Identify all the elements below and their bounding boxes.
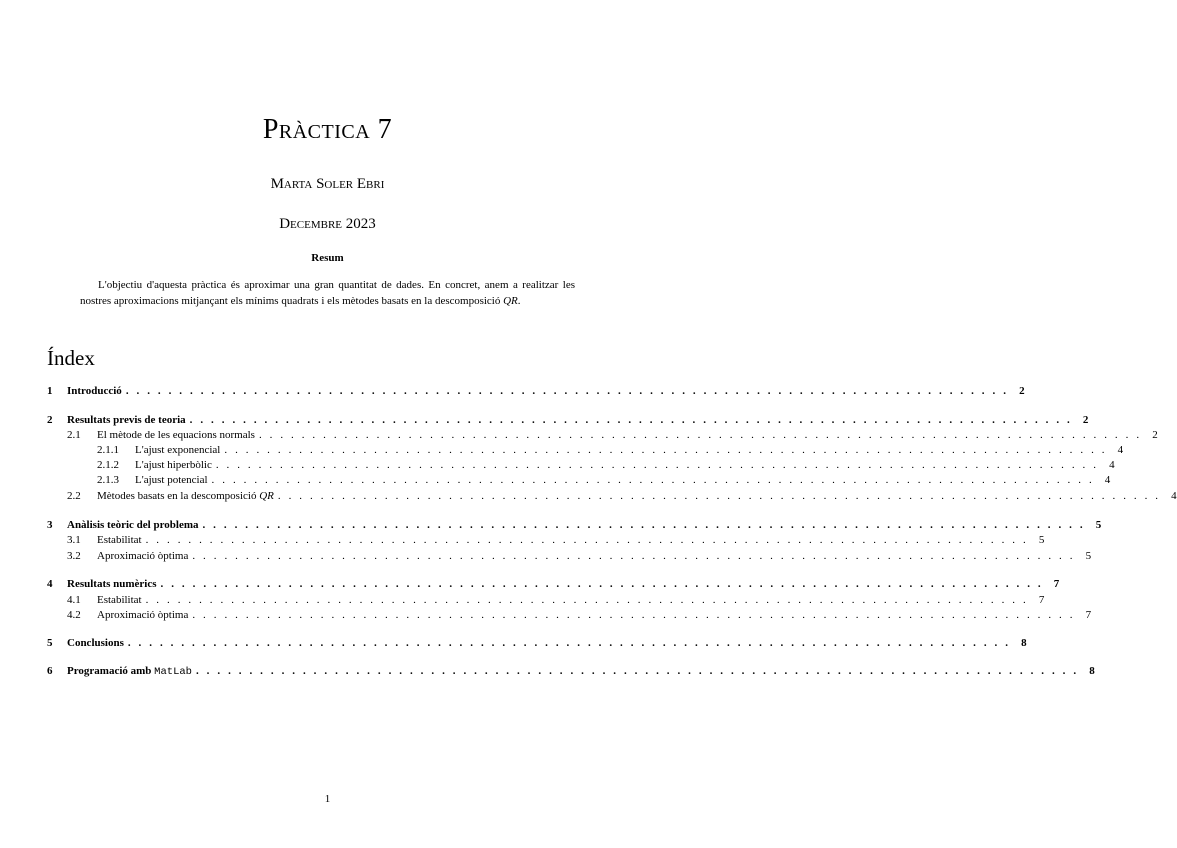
toc-label: L'ajust potencial [135, 474, 208, 486]
toc-label: Aproximació òptima [97, 550, 189, 562]
toc-number: 3 [47, 519, 53, 531]
toc-number: 4 [47, 578, 53, 590]
toc-page: 4 [1117, 444, 1124, 456]
toc-leader-dots: . . . . . . . . . . . . . . . . . . . . . . . . . . . . . . . . . . . . . . . . . . . . . . . . . . . . . . . . . . . . . . . . . . . . . . . . . . . . . . . . . . . [215, 459, 1099, 471]
toc-label: Resultats previs de teoria [67, 414, 186, 426]
toc-leader-dots: . . . . . . . . . . . . . . . . . . . . . . . . . . . . . . . . . . . . . . . . . . . . . . . . . . . . . . . . . . . . . . . . . . . . . . . . . . . . . . . . . . . [145, 534, 1029, 546]
toc-entry-metodes-qr[interactable] [47, 489, 1177, 504]
toc-label: Estabilitat [97, 534, 142, 546]
toc-page: 5 [1095, 519, 1102, 531]
toc-entry-ajust-hiperbolic[interactable] [47, 458, 1115, 473]
toc-label: Anàlisis teòric del problema [67, 519, 199, 531]
toc-label-text: Programació amb [67, 665, 155, 677]
toc-leader-dots: . . . . . . . . . . . . . . . . . . . . . . . . . . . . . . . . . . . . . . . . . . . . . . . . . . . . . . . . . . . . . . . . . . . . . . . . . . . . . . . . . . . [127, 637, 1011, 649]
toc-entry-aproximacio-4[interactable] [47, 608, 1092, 623]
toc-entry-estabilitat-4[interactable] [47, 593, 1045, 608]
abstract-main: L'objectiu d'aquesta pràctica és aproximar una gran quantitat de dades. En concret, anem a realitzar les nostres aproximacions mitjançant els mínims quadrats i els mètodes basats en la descomposició [80, 279, 575, 307]
toc-leader-dots: . . . . . . . . . . . . . . . . . . . . . . . . . . . . . . . . . . . . . . . . . . . . . . . . . . . . . . . . . . . . . . . . . . . . . . . . . . . . . . . . . . . [258, 429, 1142, 441]
toc-label: Aproximació òptima [97, 609, 189, 621]
toc-page: 4 [1104, 474, 1111, 486]
toc-label [67, 664, 192, 680]
toc-page: 4 [1109, 459, 1115, 471]
toc-page: 7 [1038, 594, 1045, 606]
toc-number: 1 [47, 385, 53, 397]
toc-label: L'ajust exponencial [135, 444, 221, 456]
toc-page: 2 [1082, 414, 1089, 426]
toc-leader-dots: . . . . . . . . . . . . . . . . . . . . . . . . . . . . . . . . . . . . . . . . . . . . . . . . . . . . . . . . . . . . . . . . . . . . . . . . . . . . . . . . . . . [202, 519, 1086, 531]
document-author: Marta Soler Ebri [270, 176, 385, 192]
toc-page: 2 [1152, 429, 1158, 441]
toc-leader-dots: . . . . . . . . . . . . . . . . . . . . . . . . . . . . . . . . . . . . . . . . . . . . . . . . . . . . . . . . . . . . . . . . . . . . . . . . . . . . . . . . . . . [160, 578, 1044, 590]
toc-entry-resultats-previs[interactable] [47, 413, 1089, 428]
toc-leader-dots: . . . . . . . . . . . . . . . . . . . . . . . . . . . . . . . . . . . . . . . . . . . . . . . . . . . . . . . . . . . . . . . . . . . . . . . . . . . . . . . . . . . [145, 594, 1029, 606]
toc-label: Introducció [67, 385, 122, 397]
document-date: Decembre 2023 [279, 216, 376, 232]
toc-label: L'ajust hiperbòlic [135, 459, 212, 471]
toc-label-math: QR [259, 490, 274, 502]
toc-entry-analisis-teoric[interactable] [47, 518, 1102, 533]
toc-leader-dots: . . . . . . . . . . . . . . . . . . . . . . . . . . . . . . . . . . . . . . . . . . . . . . . . . . . . . . . . . . . . . . . . . . . . . . . . . . . . . . . . . . . [211, 474, 1095, 486]
toc-number: 2.1 [67, 429, 81, 441]
toc-page: 7 [1085, 609, 1092, 621]
toc-number: 3.1 [67, 534, 81, 546]
toc-label: Estabilitat [97, 594, 142, 606]
toc-entry-resultats-numerics[interactable] [47, 577, 1060, 592]
toc-label: El mètode de les equacions normals [97, 429, 255, 441]
toc-page: 2 [1019, 385, 1025, 397]
toc-number: 4.2 [67, 609, 81, 621]
toc-heading: Índex [47, 346, 95, 370]
toc-entry-conclusions[interactable] [47, 636, 1027, 651]
toc-label: Conclusions [67, 637, 124, 649]
toc-page: 8 [1021, 637, 1027, 649]
toc-label-text: Mètodes basats en la descomposició [97, 490, 260, 502]
toc-number: 2.1.1 [97, 444, 119, 456]
toc-page: 5 [1085, 550, 1092, 562]
toc-number: 2 [47, 414, 53, 426]
toc-page: 5 [1038, 534, 1045, 546]
toc-page: 4 [1171, 490, 1177, 502]
toc-leader-dots: . . . . . . . . . . . . . . . . . . . . . . . . . . . . . . . . . . . . . . . . . . . . . . . . . . . . . . . . . . . . . . . . . . . . . . . . . . . . . . . . . . . [125, 385, 1009, 397]
toc-number: 2.1.3 [97, 474, 119, 486]
page-number: 1 [324, 793, 331, 805]
toc-number: 2.2 [67, 490, 81, 502]
toc-entry-estabilitat-3[interactable] [47, 533, 1045, 548]
toc-leader-dots: . . . . . . . . . . . . . . . . . . . . . . . . . . . . . . . . . . . . . . . . . . . . . . . . . . . . . . . . . . . . . . . . . . . . . . . . . . . . . . . . . . . [189, 414, 1073, 426]
toc-entry-ajust-exponencial[interactable] [47, 443, 1124, 458]
toc-page: 8 [1089, 665, 1095, 677]
toc-leader-dots: . . . . . . . . . . . . . . . . . . . . . . . . . . . . . . . . . . . . . . . . . . . . . . . . . . . . . . . . . . . . . . . . . . . . . . . . . . . . . . . . . . . [195, 665, 1079, 677]
abstract-qr-math: QR [503, 295, 518, 307]
toc-page: 7 [1053, 578, 1060, 590]
toc-entry-introduccio[interactable] [47, 384, 1025, 399]
toc-label-code: MatLab [154, 666, 192, 678]
abstract-end: . [517, 295, 521, 307]
toc-number: 3.2 [67, 550, 81, 562]
toc-entry-aproximacio-3[interactable] [47, 549, 1092, 564]
toc-leader-dots: . . . . . . . . . . . . . . . . . . . . . . . . . . . . . . . . . . . . . . . . . . . . . . . . . . . . . . . . . . . . . . . . . . . . . . . . . . . . . . . . . . . [192, 609, 1076, 621]
toc-number: 5 [47, 637, 53, 649]
abstract-title: Resum [311, 252, 344, 264]
toc-number: 2.1.2 [97, 459, 119, 471]
document-title: Pràctica 7 [262, 114, 393, 145]
toc-label [97, 489, 274, 504]
toc-leader-dots: . . . . . . . . . . . . . . . . . . . . . . . . . . . . . . . . . . . . . . . . . . . . . . . . . . . . . . . . . . . . . . . . . . . . . . . . . . . . . . . . . . . [224, 444, 1108, 456]
toc-entry-programacio[interactable] [47, 664, 1095, 679]
toc-label: Resultats numèrics [67, 578, 157, 590]
toc-entry-equacions-normals[interactable] [47, 428, 1158, 443]
toc-entry-ajust-potencial[interactable] [47, 473, 1111, 488]
toc-leader-dots: . . . . . . . . . . . . . . . . . . . . . . . . . . . . . . . . . . . . . . . . . . . . . . . . . . . . . . . . . . . . . . . . . . . . . . . . . . . . . . . . . . . [277, 490, 1161, 502]
toc-number: 6 [47, 665, 53, 677]
toc-leader-dots: . . . . . . . . . . . . . . . . . . . . . . . . . . . . . . . . . . . . . . . . . . . . . . . . . . . . . . . . . . . . . . . . . . . . . . . . . . . . . . . . . . . [192, 550, 1076, 562]
toc-number: 4.1 [67, 594, 81, 606]
